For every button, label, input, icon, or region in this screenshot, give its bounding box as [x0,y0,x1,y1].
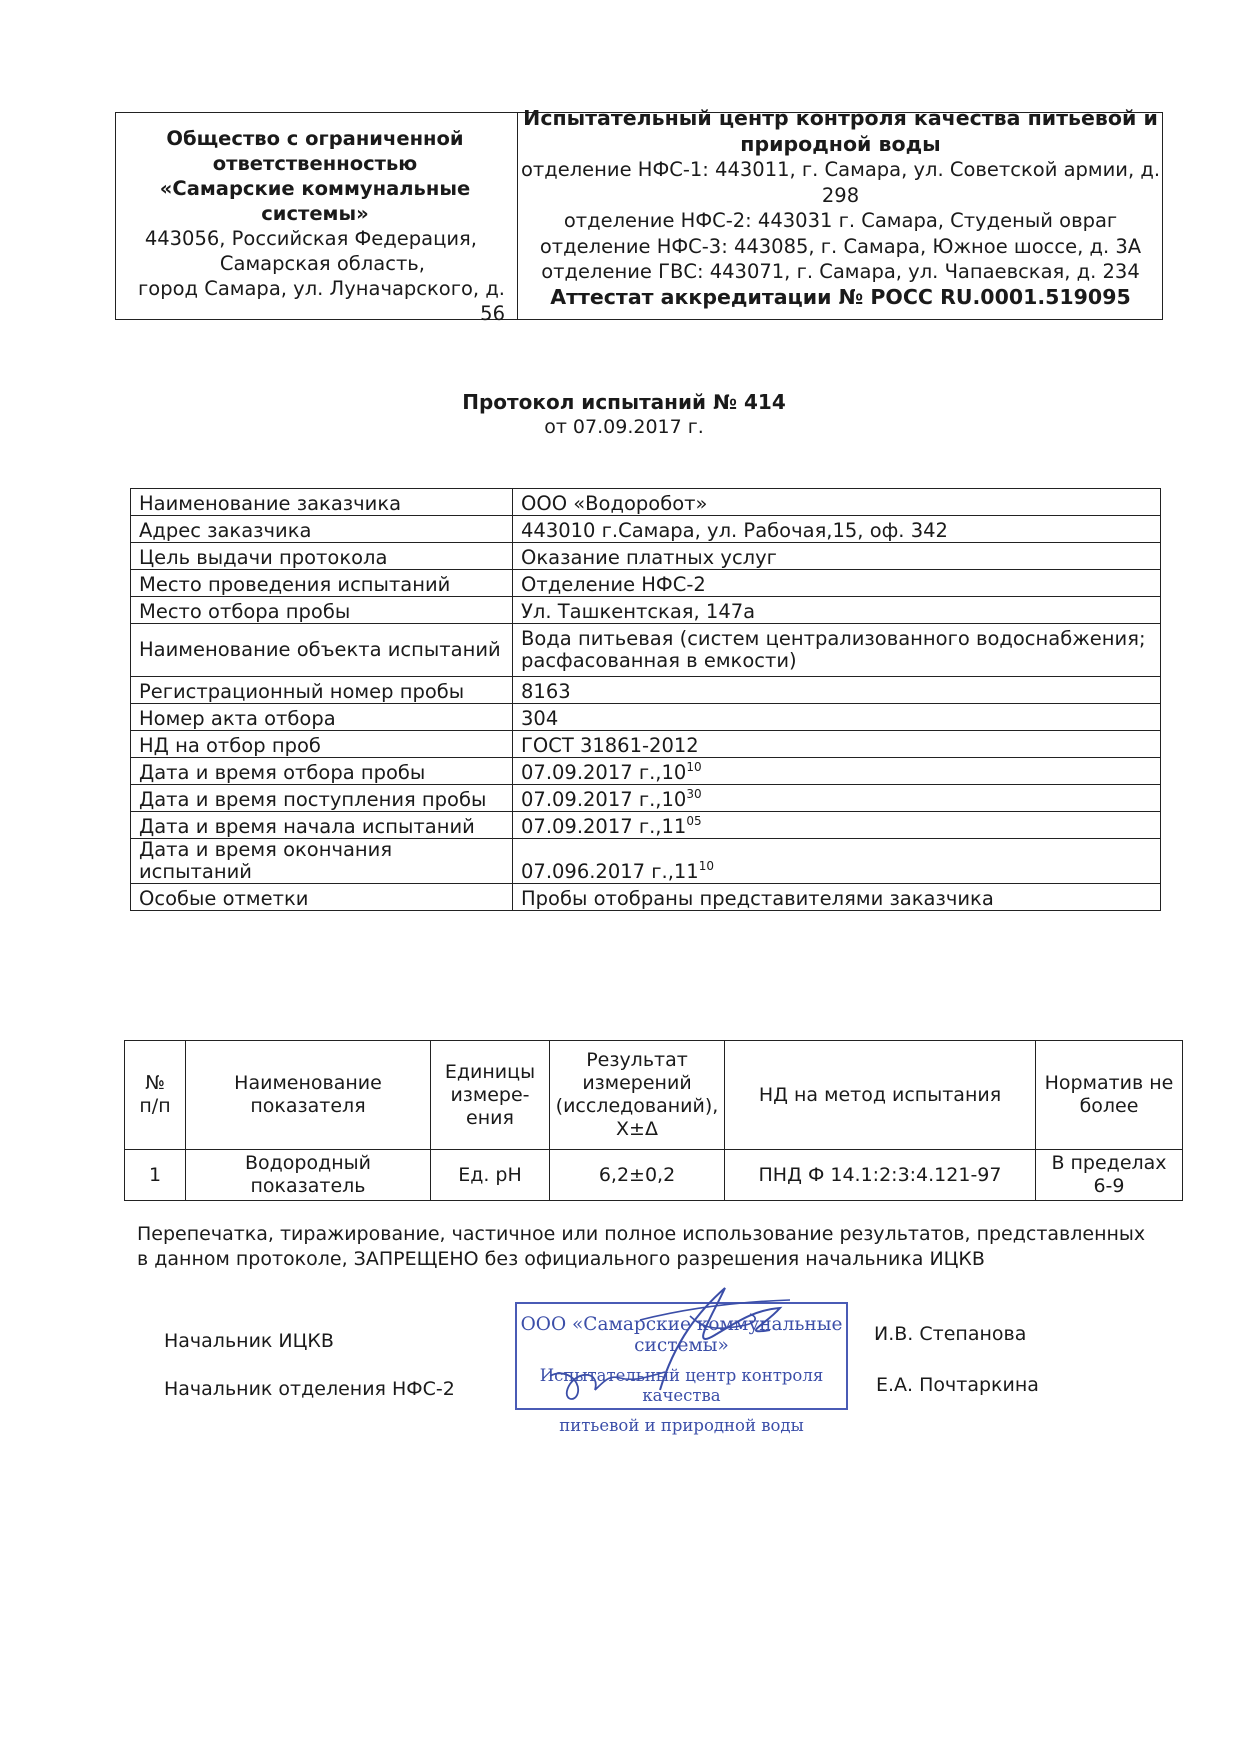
info-label: Дата и время начала испытаний [131,812,513,839]
info-value [513,624,1161,677]
info-label: Дата и время окончания испытаний [131,839,513,884]
table-row [131,884,1161,911]
copyright-notice: Перепечатка, тиражирование, частичное или полное использование результатов, представленных в данном протоколе, ЗАПРЕЩЕНО без официального разрешения начальника ИЦКВ [137,1223,1146,1270]
header-line: Наименование [234,1072,382,1094]
org-address-line: 443056, Российская Федерация, [144,227,477,250]
header-cell-method [725,1041,1036,1150]
handwritten-signature [540,1280,840,1410]
info-value: Пробы отобраны представителями заказчика [513,884,1161,911]
table-row [131,516,1161,543]
org-name-line: ответственностью [212,152,418,175]
header-cell-number [125,1041,186,1150]
header-cell-indicator [186,1041,431,1150]
info-value [513,839,1161,884]
info-label: Место проведения испытаний [131,570,513,597]
info-value [513,758,1161,785]
info-label: Особые отметки [131,884,513,911]
header-line: № [145,1072,165,1094]
protocol-info-table [130,488,1161,911]
center-name-line: Испытательный центр контроля качества питьевой и [523,106,1158,130]
time-minutes: 30 [686,787,702,801]
org-address-line: город Самара, ул. Луначарского, д. 56 [138,277,505,325]
info-label: Место отбора пробы [131,597,513,624]
header-line: показателя [250,1095,366,1117]
info-label: НД на отбор проб [131,731,513,758]
stamp-line: питьевой и природной воды [559,1416,804,1435]
header-cell-norm [1036,1041,1183,1150]
department-line: отделение НФС-2: 443031 г. Самара, Студеный овраг [563,209,1118,232]
protocol-date: от 07.09.2017 г. [544,416,704,438]
org-name-line: Общество с ограниченной [166,127,464,150]
info-value [513,812,1161,839]
info-value [513,785,1161,812]
info-label: Наименование заказчика [131,489,513,516]
organization-block [115,112,518,325]
info-value: 8163 [513,677,1161,704]
department-line: отделение НФС-3: 443085, г. Самара, Южное шоссе, д. 3А [539,234,1142,258]
table-row [125,1150,1183,1201]
info-value: Оказание платных услуг [513,543,1161,570]
time-value: 07.09.2017 г.,11 [521,815,687,838]
signature-role: Начальник отделения НФС-2 [164,1378,455,1400]
table-row [131,570,1161,597]
accreditation-line: Аттестат аккредитации № РОСС RU.0001.519095 [550,284,1131,309]
protocol-title: Протокол испытаний № 414 [462,390,786,414]
header-line: Норматив не [1044,1072,1174,1094]
header-line: более [1079,1095,1139,1117]
result-value: 6,2±0,2 [550,1150,725,1201]
time-value: 07.09.2017 г.,10 [521,788,687,811]
testing-center-block [518,106,1163,310]
table-row [131,624,1161,677]
indicator-line: Водородный [244,1152,371,1174]
header-cell-result [550,1041,725,1150]
org-name-line: «Самарские коммунальные [159,177,471,200]
info-value-line: Вода питьевая (систем централизованного водоснабжения; [521,627,1146,650]
header-line: X±Δ [616,1118,658,1140]
table-row [131,597,1161,624]
header-line: ения [466,1106,514,1129]
stamp-line: ООО «Самарские коммунальные системы» [520,1314,843,1356]
header-line: измере- [450,1083,530,1106]
info-label: Наименование объекта испытаний [131,624,513,677]
header-line: НД на метод испытания [758,1083,1002,1106]
table-row [131,812,1161,839]
results-table [124,1040,1183,1201]
result-norm [1036,1150,1183,1201]
info-label: Адрес заказчика [131,516,513,543]
time-value: 07.096.2017 г.,11 [521,860,699,883]
table-row [131,731,1161,758]
norm-line: В пределах [1051,1152,1167,1174]
time-minutes: 10 [698,859,714,873]
department-line: отделение НФС-1: 443011, г. Самара, ул. Советской армии, д. [520,158,1161,181]
header-cell-units [431,1041,550,1150]
time-value: 07.09.2017 г.,10 [521,761,687,784]
stamp-line: Испытательный центр контроля качества [539,1366,824,1405]
result-indicator [186,1150,431,1201]
indicator-line: показатель [250,1175,366,1197]
header-line: измерений [582,1072,692,1094]
table-row [131,489,1161,516]
org-name-line: системы» [261,202,369,225]
table-row [131,543,1161,570]
info-label: Регистрационный номер пробы [131,677,513,704]
info-label: Цель выдачи протокола [131,543,513,570]
header-line: п/п [139,1095,171,1117]
info-label: Номер акта отбора [131,704,513,731]
result-unit: Ед. pH [431,1150,550,1201]
norm-line: 6-9 [1093,1175,1125,1197]
department-line: 298 [821,183,860,207]
center-name-line: природной воды [740,131,941,156]
signature-name: И.В. Степанова [874,1323,1027,1345]
department-line: отделение ГВС: 443071, г. Самара, ул. Чапаевская, д. 234 [541,260,1140,283]
info-label: Дата и время отбора пробы [131,758,513,785]
header-line: Единицы [444,1060,536,1083]
table-row [131,704,1161,731]
signature-role: Начальник ИЦКВ [164,1330,334,1352]
table-row [131,839,1161,884]
time-minutes: 10 [686,760,702,774]
result-method: ПНД Ф 14.1:2:3:4.121-97 [725,1150,1036,1201]
time-minutes: 05 [686,814,702,828]
result-number: 1 [125,1150,186,1201]
table-header-row [125,1041,1183,1150]
header-line: Результат [586,1049,688,1071]
info-value: Ул. Ташкентская, 147а [513,597,1161,624]
info-label: Дата и время поступления пробы [131,785,513,812]
info-value: ГОСТ 31861-2012 [513,731,1161,758]
signature-name: Е.А. Почтаркина [876,1374,1039,1396]
header-line: (исследований), [555,1095,719,1117]
table-row [131,677,1161,704]
info-value-line: расфасованная в емкости) [521,649,797,672]
info-value: Отделение НФС-2 [513,570,1161,597]
info-value: 304 [513,704,1161,731]
table-row [131,785,1161,812]
info-value: 443010 г.Самара, ул. Рабочая,15, оф. 342 [513,516,1161,543]
table-row [131,758,1161,785]
info-value: ООО «Водоробот» [513,489,1161,516]
org-address-line: Самарская область, [219,252,425,275]
